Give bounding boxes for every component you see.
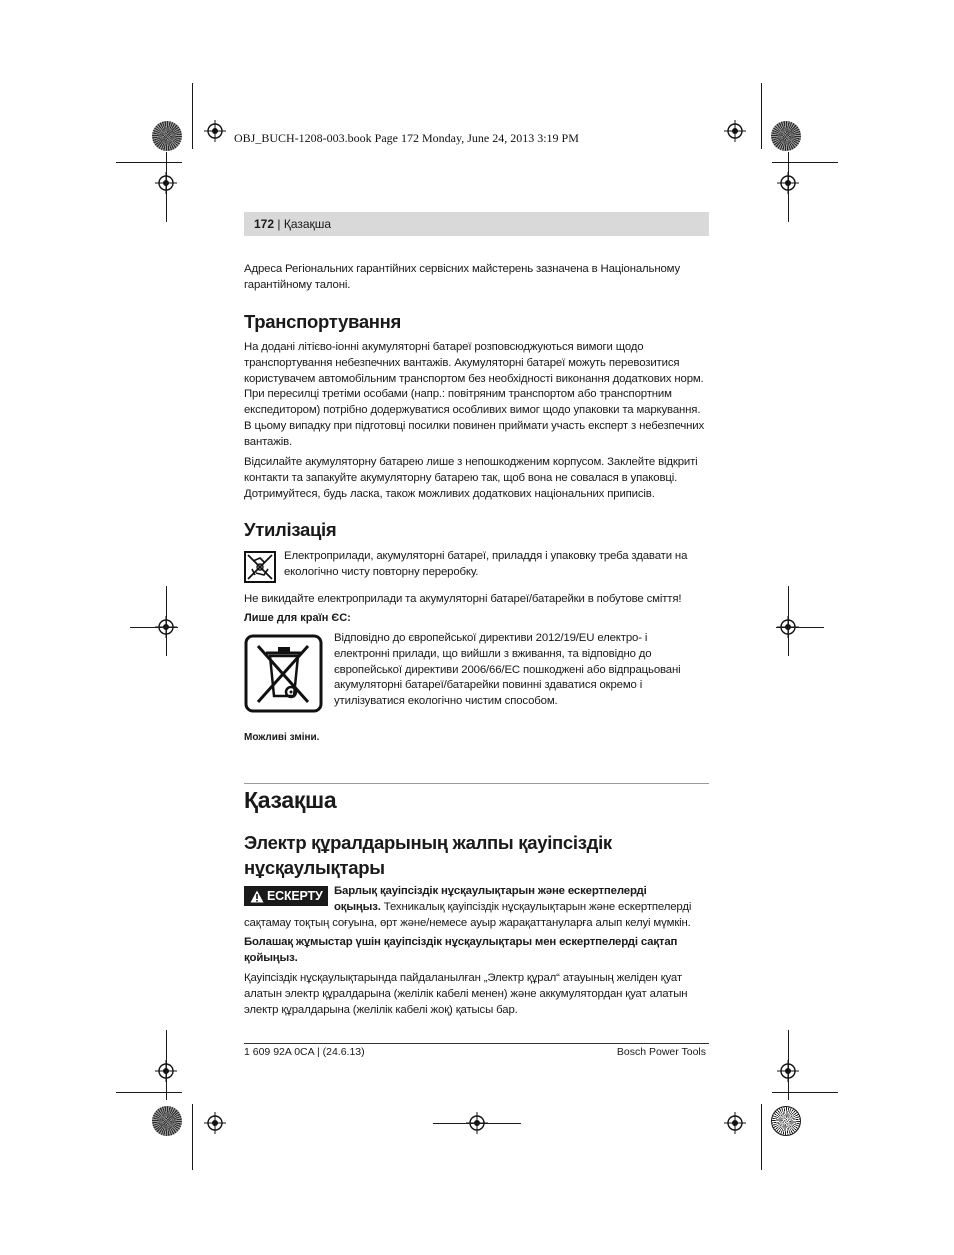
registration-mark-icon — [724, 120, 746, 142]
color-wheel-icon — [771, 121, 801, 151]
header-language: Қазақша — [283, 217, 332, 231]
warning-triangle-icon — [250, 890, 264, 903]
warning-label: ЕСКЕРТУ — [267, 889, 323, 903]
kazakh-title: Қазақша — [244, 787, 337, 813]
intro-paragraph: Адреса Регіональних гарантійних сервісних майстерень зазначена в Національному гарантійному талоні. — [244, 263, 681, 291]
registration-mark-icon — [724, 1112, 746, 1134]
color-wheel-icon — [152, 1106, 182, 1136]
warning-line-3: сақтамау тоқтың соғуына, өрт және/немесе ауыр жарақаттануларға алып келуі мүмкін. — [244, 917, 691, 929]
kazakh-subtitle: Электр құралдарының жалпы қауіпсіздік нұсқаулықтары — [244, 832, 612, 878]
kazakh-body-paragraph: Қауіпсіздік нұсқаулықтарында пайдаланылған „Электр құрал“ атауының желіден қуат алатын электр құралдарына (желілік кабелі менен) және аккумулятордан қуат алатын электр құралдарына (желілік кабелі жоқ) қатысы бар. — [244, 972, 688, 1016]
page-number: 172 — [254, 217, 275, 231]
no-household-waste-text: Не викидайте електроприлади та акумуляторні батареї/батарейки в побутове сміття! — [244, 593, 682, 605]
section-heading-transport: Транспортування — [244, 311, 402, 332]
transport-paragraph-2: Відсилайте акумуляторну батарею лише з непошкодженим корпусом. Заклейте відкриті контакти та запакуйте акумуляторну батарею так, щоб вона не совалася в упаковці. Дотримуйтеся, будь ласка, також можливих додаткових національних приписів. — [244, 456, 698, 500]
footer-rule — [244, 1043, 709, 1044]
footer-brand: Bosch Power Tools — [616, 1046, 706, 1058]
slug-line: OBJ_BUCH-1208-003.book Page 172 Monday, June 24, 2013 3:19 PM — [234, 131, 579, 145]
warning-badge — [244, 886, 328, 906]
section-heading-disposal: Утилізація — [244, 519, 337, 540]
recycling-icon — [244, 551, 276, 583]
warning-bold-line: Барлық қауіпсіздік нұсқаулықтарын және ескертпелерді — [334, 885, 647, 897]
header-separator: | — [274, 217, 284, 231]
warning-line-2: оқыңыз. Техникалық қауіпсіздік нұсқаулықтарын және ескертпелерді — [334, 901, 692, 913]
keep-instructions-text: Болашақ жұмыстар үшін қауіпсіздік нұсқаулықтары мен ескертпелерді сақтап қойыңыз. — [244, 936, 678, 964]
footer-doc-code: 1 609 92A 0CA | (24.6.13) — [244, 1046, 365, 1058]
crossed-bin-icon — [244, 634, 323, 713]
registration-mark-icon — [204, 120, 226, 142]
changes-note: Можливі зміни. — [244, 732, 320, 743]
eu-directive-paragraph: Відповідно до європейської директиви 2012/19/EU електро- і електронні прилади, що вийшли з вживання, та відповідно до європейської директиви 2006/66/EC пошкоджені або відпрацьовані акумуляторні батареї/батарейки повинні здаватися окремо і утилізуватися екологічно чистим способом. — [334, 632, 681, 708]
eu-only-label: Лише для країн ЄС: — [244, 612, 351, 624]
color-wheel-icon — [152, 121, 182, 151]
page-header-bar — [244, 212, 709, 236]
registration-mark-icon — [204, 1112, 226, 1134]
section-divider — [244, 783, 709, 784]
transport-paragraph-1: На додані літієво-іонні акумуляторні батареї розповсюджуються вимоги щодо транспортування небезпечних вантажів. Акумуляторні батареї можуть перевозитися користувачем автомобільним транспортом без необхідності виконання додаткових норм. При пересилці третіми особами (напр.: повітряним транспортом або транспортним експедитором) потрібно додержуватися особливих вимог щодо упаковки та маркування. В цьому випадку при підготовці посилки повинен приймати участь експерт з небезпечних вантажів. — [244, 341, 705, 448]
color-wheel-icon — [771, 1106, 801, 1136]
recycle-paragraph: Електроприлади, акумуляторні батареї, приладдя і упаковку треба здавати на екологічно чисту повторну переробку. — [284, 550, 688, 578]
